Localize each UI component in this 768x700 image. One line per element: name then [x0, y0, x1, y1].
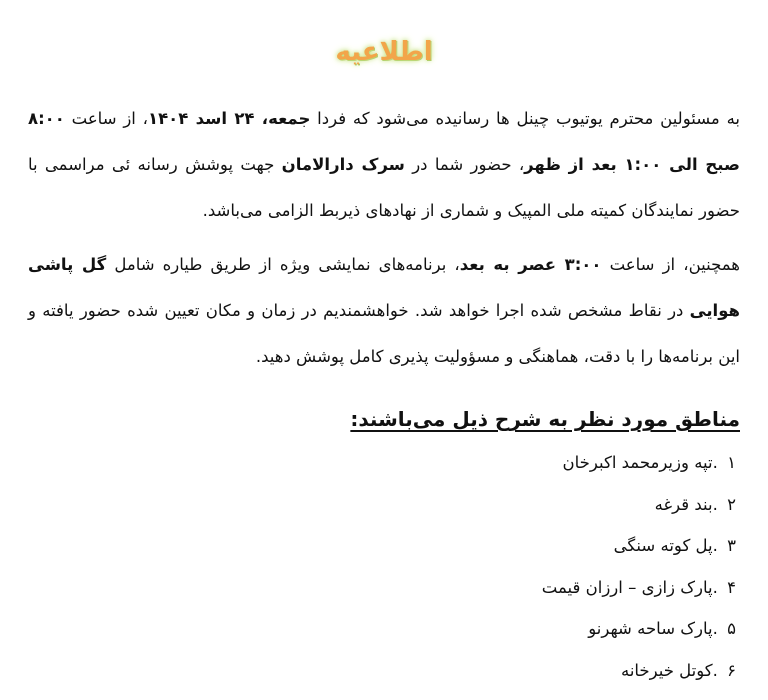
bold-text: ۳:۰۰ عصر به بعد: [459, 255, 602, 274]
list-item-number: ۲: [727, 494, 736, 514]
list-item-number: ۴: [727, 577, 736, 597]
list-item-number: ۳: [727, 536, 736, 555]
list-item: [28, 525, 736, 567]
bold-text: گل پاشی هوایی: [28, 255, 740, 320]
bold-text: جمعه، ۲۴ اسد ۱۴۰۴: [148, 109, 311, 128]
areas-list: [28, 442, 740, 691]
bold-text: سرک دارالامان: [281, 155, 405, 174]
list-item: [28, 484, 736, 526]
list-item-label: .تپه وزیرمحمد اکبرخان: [562, 453, 718, 472]
list-item: [28, 567, 736, 609]
body-text: ، برنامه‌های نمایشی ویژه از طریق طیاره شامل: [106, 255, 460, 274]
list-item-label: .پارک ساحه شهرنو: [588, 619, 718, 638]
list-item-number: ۵: [727, 619, 736, 638]
list-item-label: .پارک زازی – ارزان قیمت: [541, 577, 718, 597]
body-text: جهت پوشش رسانه ئی مراسمی با حضور نمایندگان کمیته ملی المپیک و شماری از نهادهای ذیربط الزامی می‌باشد.: [28, 155, 740, 220]
list-item: [28, 650, 736, 692]
list-item-label: .بند قرغه: [654, 494, 718, 514]
list-item: [28, 442, 736, 484]
notice-title: اطلاعیه: [335, 37, 433, 67]
body-text: ، از ساعت: [64, 109, 149, 128]
areas-heading: مناطق مورد نظر به شرح ذیل می‌باشند:: [350, 407, 740, 431]
announcement-paragraph-2: [28, 242, 740, 380]
body-text: همچنین، از ساعت: [601, 255, 740, 274]
list-item-number: ۱: [727, 453, 736, 472]
body-text: به مسئولین محترم یوتیوب چینل ها رسانیده می‌شود که فردا: [310, 109, 741, 128]
body-text: در نقاط مشخص شده اجرا خواهد شد. خواهشمندیم در زمان و مکان تعیین شده حضور یافته و این برنامه‌ها را با دقت، هماهنگی و مسؤولیت پذیری کامل پوشش دهید.: [28, 301, 740, 366]
list-item-label: .کوتل خیرخانه: [620, 660, 718, 680]
announcement-paragraph-1: [28, 96, 740, 234]
list-item: [28, 608, 736, 650]
list-item-number: ۶: [727, 660, 736, 680]
body-text: ، حضور شما در: [404, 155, 525, 174]
list-item-label: .پل کوته سنگی: [613, 536, 718, 555]
bold-text: ۸:۰۰ صبح الی ۱:۰۰ بعد از ظهر: [28, 109, 740, 174]
